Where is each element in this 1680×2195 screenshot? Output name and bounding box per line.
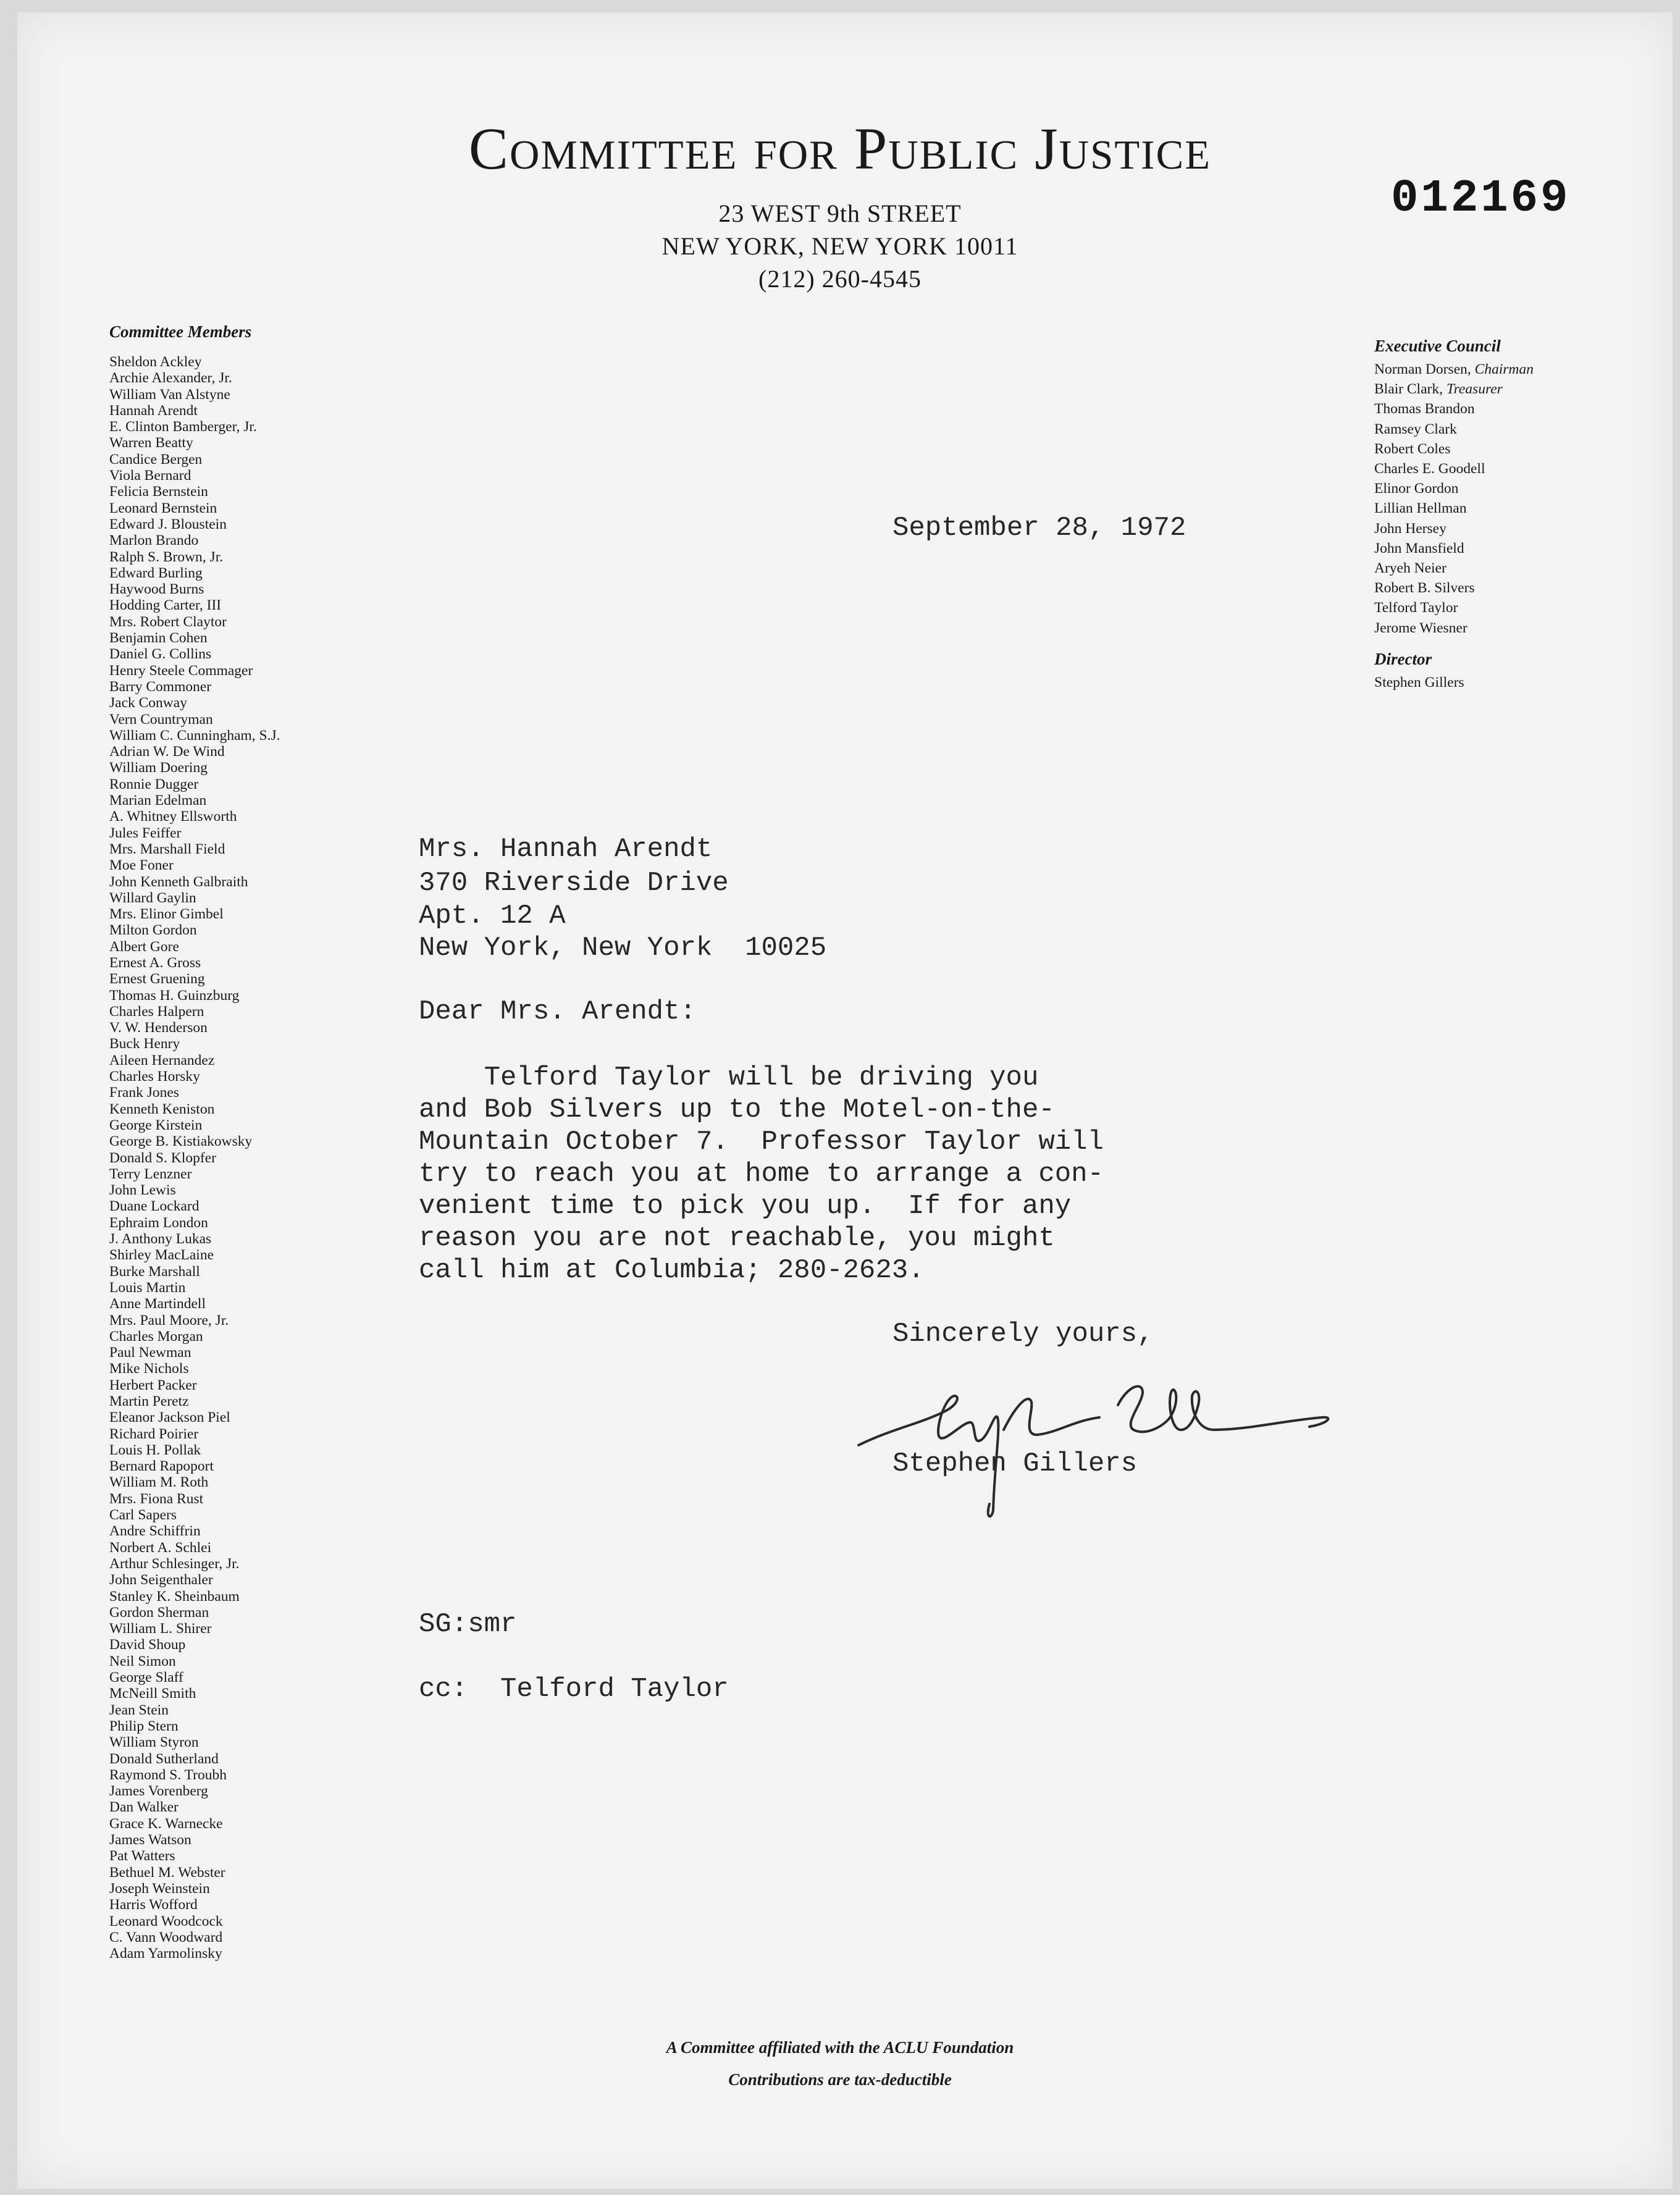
executive-council-member (1374, 399, 1534, 419)
member-name: Blair Clark, (1374, 381, 1447, 398)
street-address: 23 WEST 9th STREET (718, 199, 962, 227)
committee-member: Ralph S. Brown, Jr. (109, 548, 224, 565)
footer-tax-note: Contributions are tax-deductible (728, 2070, 952, 2089)
committee-member: Thomas H. Guinzburg (109, 987, 240, 1004)
committee-member: Hannah Arendt (109, 402, 198, 419)
member-name: Thomas Brandon (1374, 401, 1475, 418)
committee-member: Mrs. Fiona Rust (109, 1490, 204, 1507)
committee-member: Viola Bernard (109, 468, 191, 484)
committee-member: Paul Newman (109, 1345, 191, 1361)
committee-member: C. Vann Woodward (109, 1929, 223, 1945)
committee-member: Terry Lenzner (109, 1165, 192, 1182)
committee-member: Benjamin Cohen (109, 630, 208, 647)
committee-member: Archie Alexander, Jr. (109, 370, 232, 387)
member-name: Ramsey Clark (1374, 421, 1457, 437)
committee-member: Grace K. Warnecke (109, 1815, 223, 1832)
committee-member: George B. Kistiakowsky (109, 1133, 253, 1150)
committee-member: A. Whitney Ellsworth (109, 808, 237, 825)
committee-members-list (109, 354, 280, 1962)
closing: Sincerely yours, (892, 1319, 1154, 1349)
committee-member: Pat Watters (109, 1848, 175, 1865)
committee-member: Mrs. Elinor Gimbel (109, 906, 224, 923)
executive-council-member (1374, 539, 1534, 558)
committee-member: Mike Nichols (109, 1361, 189, 1377)
member-role: Treasurer (1446, 381, 1503, 398)
member-name: John Hersey (1374, 520, 1447, 537)
member-name: Charles E. Goodell (1374, 461, 1485, 477)
committee-member: Daniel G. Collins (109, 646, 212, 663)
committee-member: Aileen Hernandez (109, 1052, 215, 1068)
committee-member: Barry Commoner (109, 678, 212, 695)
body-line: Telford Taylor will be driving you (419, 1062, 1039, 1093)
committee-member: Anne Martindell (109, 1296, 206, 1312)
document-number-stamp: 012169 (1391, 173, 1571, 225)
committee-member: William L. Shirer (109, 1621, 212, 1637)
member-name: Lillian Hellman (1374, 500, 1467, 517)
committee-member: Ronnie Dugger (109, 776, 199, 792)
committee-member: Donald Sutherland (109, 1750, 219, 1767)
body-line: try to reach you at home to arrange a con- (419, 1159, 1104, 1190)
committee-member: Herbert Packer (109, 1377, 197, 1393)
phone-number: (212) 260-4545 (758, 265, 922, 293)
member-name: Aryeh Neier (1374, 560, 1447, 577)
committee-member: Harris Wofford (109, 1897, 198, 1913)
committee-member: William Doering (109, 760, 208, 776)
committee-member: Marian Edelman (109, 792, 207, 809)
executive-council-member (1374, 459, 1534, 479)
city-address: NEW YORK, NEW YORK 10011 (662, 232, 1018, 260)
committee-member: Kenneth Keniston (109, 1101, 215, 1117)
salutation: Dear Mrs. Arendt: (419, 996, 696, 1027)
committee-member: John Lewis (109, 1182, 176, 1199)
committee-member: Leonard Woodcock (109, 1913, 223, 1929)
committee-member: James Vorenberg (109, 1783, 208, 1800)
executive-council-member (1374, 479, 1534, 498)
committee-member: Raymond S. Troubh (109, 1766, 227, 1783)
committee-member: Bethuel M. Webster (109, 1864, 225, 1881)
committee-member: Joseph Weinstein (109, 1880, 210, 1897)
committee-member: Carl Sapers (109, 1507, 177, 1524)
executive-council-member (1374, 359, 1534, 379)
member-role: Chairman (1474, 361, 1534, 377)
member-name: John Mansfield (1374, 540, 1464, 556)
committee-member: Edward J. Bloustein (109, 516, 227, 532)
executive-council-list (1374, 359, 1534, 638)
committee-member: Stanley K. Sheinbaum (109, 1588, 240, 1605)
committee-member: E. Clinton Bamberger, Jr. (109, 419, 257, 435)
committee-member: Duane Lockard (109, 1198, 200, 1215)
director-heading: Director (1374, 650, 1432, 668)
committee-member: Edward Burling (109, 564, 203, 581)
committee-member: Louis H. Pollak (109, 1442, 201, 1458)
member-name: Elinor Gordon (1374, 481, 1459, 497)
committee-member: Jules Feiffer (109, 825, 182, 841)
executive-council-member (1374, 598, 1534, 618)
recipient-line: Apt. 12 A (419, 900, 566, 931)
organization-name: Committee for Public Justice (468, 115, 1212, 182)
committee-member: Henry Steele Commager (109, 662, 253, 679)
executive-council-member (1374, 519, 1534, 539)
committee-member: Charles Halpern (109, 1003, 204, 1020)
carbon-copy: cc: Telford Taylor (419, 1674, 729, 1705)
committee-member: Arthur Schlesinger, Jr. (109, 1555, 240, 1572)
committee-member: Candice Bergen (109, 451, 203, 468)
committee-member: Mrs. Robert Claytor (109, 613, 227, 630)
body-line: call him at Columbia; 280-2623. (419, 1255, 925, 1286)
committee-member: Willard Gaylin (109, 889, 196, 906)
committee-member: Burke Marshall (109, 1263, 200, 1280)
footer-affiliation: A Committee affiliated with the ACLU Foundation (666, 2038, 1014, 2057)
committee-member: Felicia Bernstein (109, 484, 208, 500)
committee-member: William M. Roth (109, 1474, 209, 1491)
committee-member: Marlon Brando (109, 532, 199, 549)
executive-council-member (1374, 419, 1534, 439)
member-name: Robert B. Silvers (1374, 580, 1475, 597)
executive-council-member (1374, 498, 1534, 518)
executive-council-member (1374, 578, 1534, 598)
committee-member: Louis Martin (109, 1279, 186, 1296)
typist-initials: SG:smr (419, 1609, 517, 1640)
executive-council-member (1374, 379, 1534, 399)
committee-member: Eleanor Jackson Piel (109, 1409, 230, 1426)
committee-member: Milton Gordon (109, 922, 197, 939)
committee-member: Ernest A. Gross (109, 954, 201, 971)
committee-member: V. W. Henderson (109, 1020, 208, 1036)
body-line: venient time to pick you up. If for any (419, 1191, 1072, 1222)
director-name: Stephen Gillers (1374, 674, 1464, 690)
signer-name: Stephen Gillers (892, 1448, 1138, 1479)
committee-member: John Seigenthaler (109, 1572, 213, 1589)
committee-member: George Kirstein (109, 1117, 203, 1133)
committee-member: Shirley MacLaine (109, 1247, 214, 1264)
committee-member: Ephraim London (109, 1214, 208, 1231)
committee-member: McNeill Smith (109, 1685, 196, 1702)
committee-member: Donald S. Klopfer (109, 1149, 216, 1166)
committee-member: Jean Stein (109, 1702, 169, 1718)
committee-member: Frank Jones (109, 1085, 179, 1101)
committee-member: Mrs. Paul Moore, Jr. (109, 1312, 229, 1328)
member-name: Robert Coles (1374, 440, 1451, 457)
committee-member: Leonard Bernstein (109, 500, 217, 516)
executive-council-member (1374, 558, 1534, 578)
committee-member: John Kenneth Galbraith (109, 873, 248, 890)
committee-member: Norbert A. Schlei (109, 1539, 212, 1556)
member-name: Norman Dorsen, (1374, 361, 1475, 377)
body-line: and Bob Silvers up to the Motel-on-the- (419, 1094, 1055, 1125)
committee-member: Hodding Carter, III (109, 597, 222, 614)
committee-member: Andre Schiffrin (109, 1523, 201, 1540)
committee-member: Philip Stern (109, 1718, 178, 1734)
member-name: Jerome Wiesner (1374, 619, 1468, 636)
letter-date: September 28, 1972 (892, 513, 1186, 544)
committee-member: Neil Simon (109, 1653, 176, 1669)
member-name: Telford Taylor (1374, 600, 1458, 616)
recipient-line: New York, New York 10025 (419, 933, 827, 963)
recipient-line: 370 Riverside Drive (419, 868, 729, 899)
committee-member: Buck Henry (109, 1036, 180, 1052)
committee-member: David Shoup (109, 1637, 186, 1653)
committee-member: George Slaff (109, 1669, 183, 1686)
executive-council-member (1374, 439, 1534, 459)
body-line: Mountain October 7. Professor Taylor will (419, 1127, 1104, 1157)
committee-member: Mrs. Marshall Field (109, 841, 225, 857)
committee-member: Dan Walker (109, 1799, 178, 1816)
committee-member: Moe Foner (109, 857, 174, 874)
committee-member: James Watson (109, 1832, 191, 1849)
committee-member: Martin Peretz (109, 1393, 189, 1409)
committee-member: Adam Yarmolinsky (109, 1945, 222, 1962)
committee-member: Warren Beatty (109, 435, 193, 451)
recipient-line: Mrs. Hannah Arendt (419, 834, 713, 865)
executive-council-member (1374, 618, 1534, 638)
committee-member: Haywood Burns (109, 581, 204, 598)
executive-council-heading: Executive Council (1374, 337, 1501, 355)
committee-member: Sheldon Ackley (109, 354, 202, 370)
committee-member: Bernard Rapoport (109, 1458, 214, 1475)
committee-member: Albert Gore (109, 938, 179, 955)
committee-member: William C. Cunningham, S.J. (109, 727, 280, 744)
committee-member: Ernest Gruening (109, 971, 205, 988)
committee-member: William Styron (109, 1734, 199, 1751)
committee-member: Richard Poirier (109, 1425, 199, 1442)
committee-member: William Van Alstyne (109, 386, 230, 403)
committee-member: Charles Morgan (109, 1328, 203, 1345)
body-line: reason you are not reachable, you might (419, 1223, 1055, 1254)
committee-member: Gordon Sherman (109, 1604, 209, 1621)
committee-members-heading: Committee Members (109, 322, 252, 341)
committee-member: J. Anthony Lukas (109, 1231, 212, 1248)
committee-member: Vern Countryman (109, 711, 213, 728)
committee-member: Jack Conway (109, 695, 187, 711)
committee-member: Charles Horsky (109, 1068, 200, 1085)
committee-member: Adrian W. De Wind (109, 744, 225, 760)
